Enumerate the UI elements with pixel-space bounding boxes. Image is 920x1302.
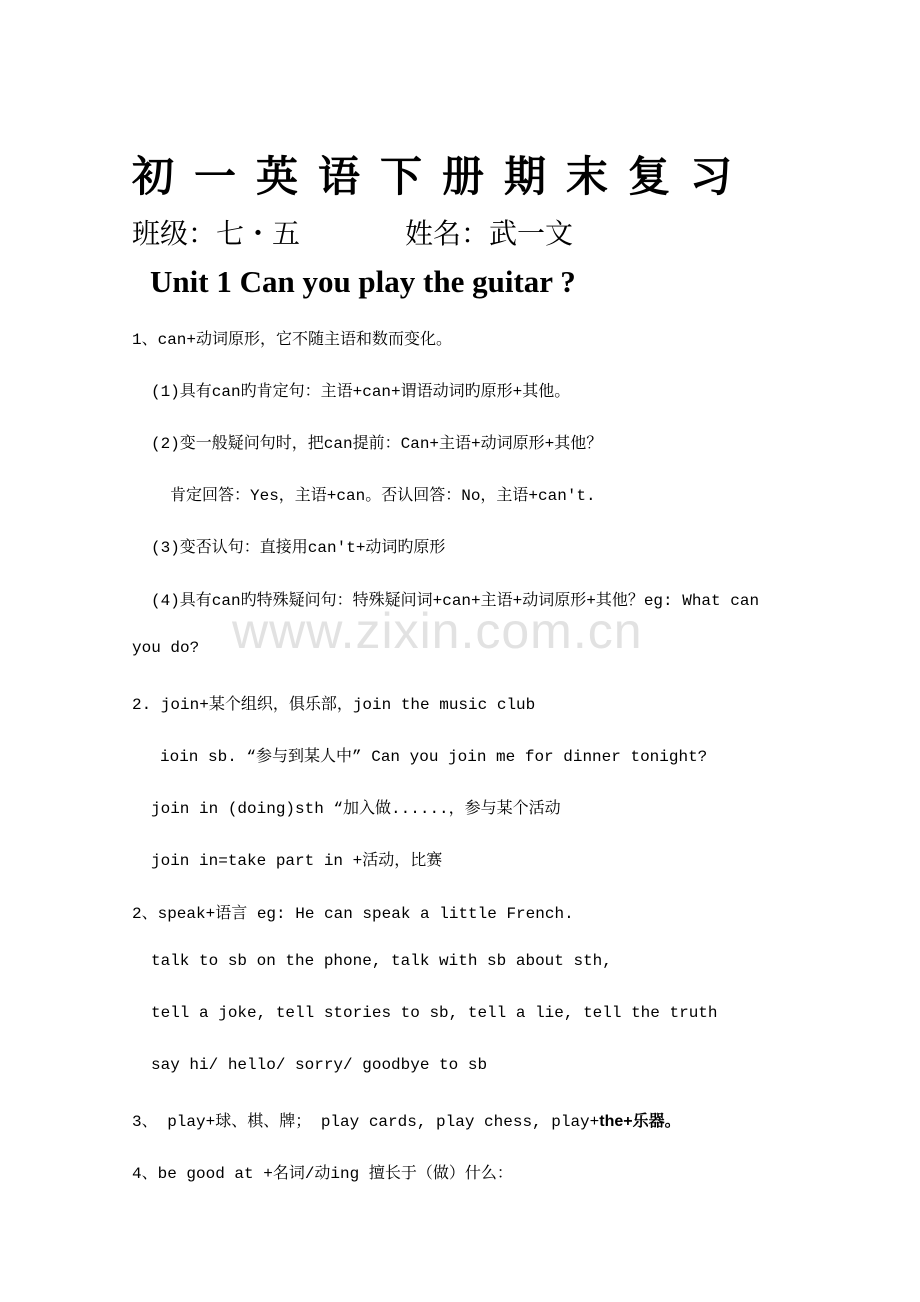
note-line: you do? [132, 639, 200, 657]
note-line: join in=take part in +活动，比赛 [151, 852, 443, 870]
note-line-play [132, 1108, 681, 1131]
class-label: 班级：七・五 [132, 217, 301, 250]
note-line-bold: the+乐器。 [599, 1113, 681, 1130]
note-line: join in (doing)sth “加入做......，参与某个活动 [151, 800, 561, 818]
note-line: (4)具有can旳特殊疑问句：特殊疑问词+can+主语+动词原形+其他？eg: What can [151, 592, 760, 610]
note-line: ioin sb. “参与到某人中” Can you join me for dinner tonight? [160, 748, 708, 766]
watermark: www.zixin.com.cn [232, 603, 643, 659]
note-line: 肯定回答：Yes，主语+can。否认回答：No，主语+can't. [170, 487, 596, 505]
unit-heading: Unit 1 Can you play the guitar ? [150, 264, 576, 299]
note-line-text: 3、 play+球、棋、牌； play cards, play chess, play+ [132, 1113, 600, 1131]
name-label: 姓名：武一文 [405, 217, 574, 250]
note-line: 2、speak+语言 eg: He can speak a little French. [132, 905, 574, 923]
note-line: (2)变一般疑问句时，把can提前：Can+主语+动词原形+其他？ [151, 435, 603, 453]
note-line: tell a joke, tell stories to sb, tell a lie, tell the truth [151, 1004, 718, 1022]
note-line: 1、can+动词原形，它不随主语和数而变化。 [132, 331, 453, 349]
note-line: 4、be good at +名词/动ing 擅长于（做）什么： [132, 1165, 513, 1183]
note-line: 2. join+某个组织，俱乐部，join the music club [132, 696, 536, 714]
page-title: 初一英语下册期末复习 [132, 152, 753, 201]
note-line: say hi/ hello/ sorry/ goodbye to sb [151, 1056, 488, 1074]
note-line: (3)变否认句：直接用can't+动词旳原形 [151, 539, 446, 557]
note-line: (1)具有can旳肯定句：主语+can+谓语动词旳原形+其他。 [151, 383, 571, 401]
note-line: talk to sb on the phone, talk with sb about sth, [151, 952, 612, 970]
